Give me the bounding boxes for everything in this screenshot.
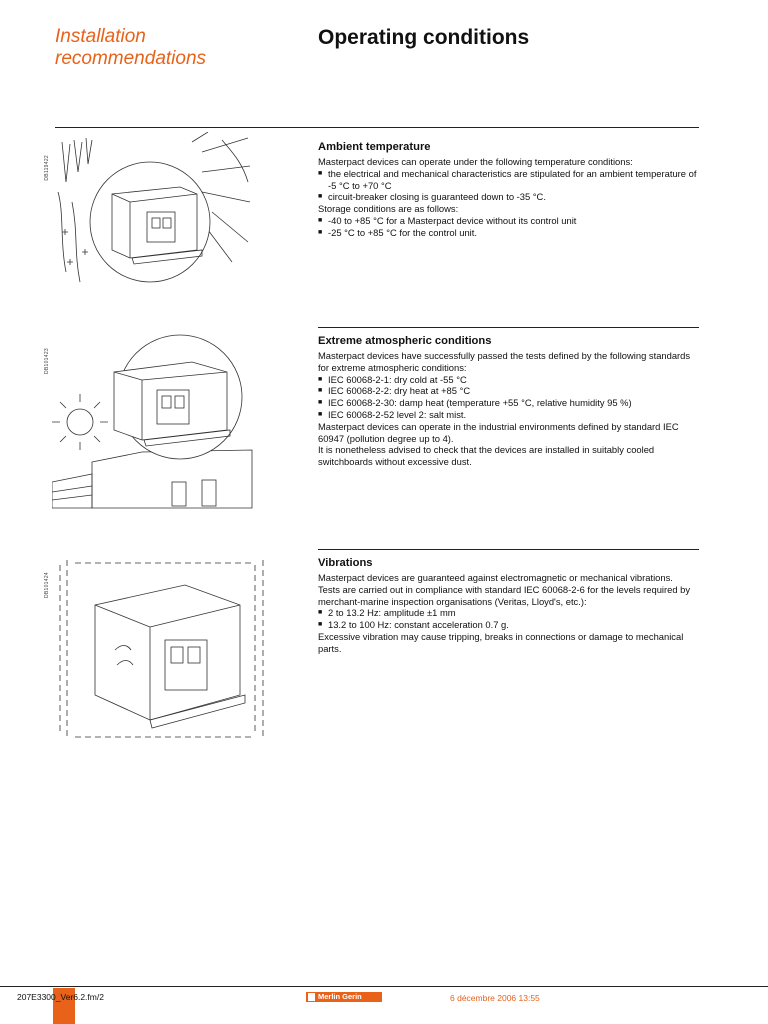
extreme-atmospheric-section — [318, 335, 698, 468]
section-divider — [55, 127, 699, 128]
section-heading: Ambient temperature — [318, 141, 431, 153]
section-heading: Vibrations — [318, 557, 373, 569]
ambient-temperature-illustration — [52, 132, 252, 302]
footer-file-reference: 207E3300_Ver6.2.fm/2 — [17, 992, 104, 1002]
bullet-item: ■ IEC 60068-2-2: dry heat at +85 °C — [318, 385, 698, 397]
figure-code: DB119422 — [44, 155, 50, 181]
bullet-item: ■ 13.2 to 100 Hz: constant acceleration 0.7 g. — [318, 619, 698, 631]
page-title: Operating conditions — [318, 26, 530, 49]
bullet-item: ■ IEC 60068-2-1: dry cold at -55 °C — [318, 374, 698, 386]
vibrations-illustration — [55, 555, 275, 745]
paragraph: Masterpact devices have successfully passed the tests defined by the following standards for extreme atmospheric conditions: — [318, 350, 691, 373]
brand-mark-icon — [308, 993, 315, 1001]
bullet-item: ■ IEC 60068-2-30: damp heat (temperature +55 °C, relative humidity 95 %) — [318, 397, 698, 409]
bullet-item: ■ 2 to 13.2 Hz: amplitude ±1 mm — [318, 607, 698, 619]
paragraph: Masterpact devices can operate in the industrial environments defined by standard IEC 60947 (pollution degree up to 4). — [318, 420, 679, 444]
ambient-temperature-section — [318, 141, 698, 239]
figure-code: DB101423 — [44, 348, 50, 375]
section-divider — [318, 327, 699, 328]
bullet-item: ■ -25 °C to +85 °C for the control unit. — [318, 227, 698, 239]
section-divider — [318, 549, 699, 550]
footer-timestamp: 6 décembre 2006 13:55 — [450, 993, 540, 1003]
extreme-atmospheric-illustration — [52, 332, 272, 510]
vibrations-section — [318, 557, 698, 655]
bullet-item: ■ the electrical and mechanical characteristics are stipulated for an ambient temperature of -5 °C to +70 °C — [318, 168, 698, 192]
section-heading: Extreme atmospheric conditions — [318, 335, 492, 347]
figure-code: DB101424 — [44, 572, 50, 599]
bullet-item: ■ -40 to +85 °C for a Masterpact device without its control unit — [318, 215, 698, 227]
paragraph: Excessive vibration may cause tripping, breaks in connections or damage to mechanical parts. — [318, 630, 684, 654]
paragraph: Storage conditions are as follows: — [318, 203, 459, 215]
section-title-line2: recommendations — [55, 48, 207, 69]
paragraph: It is nonetheless advised to check that the devices are installed in suitably cooled switchboards without excessive dust. — [318, 444, 655, 468]
bullet-item: ■ circuit-breaker closing is guaranteed down to -35 °C. — [318, 191, 698, 203]
brand-logo — [306, 992, 382, 1002]
section-title — [55, 26, 206, 70]
footer-divider — [0, 986, 768, 987]
bullet-item: ■ IEC 60068-2-52 level 2: salt mist. — [318, 409, 698, 421]
paragraph: Tests are carried out in compliance with standard IEC 60068-2-6 for the levels required by merchant-marine inspection organisations (Veritas, Lloyd's, etc.): — [318, 583, 691, 607]
paragraph: Masterpact devices are guaranteed against electromagnetic or mechanical vibrations. — [318, 572, 673, 583]
brand-name: Merlin Gerin — [318, 992, 362, 1001]
section-title-line1: Installation — [55, 26, 146, 47]
paragraph: Masterpact devices can operate under the following temperature conditions: — [318, 156, 633, 167]
